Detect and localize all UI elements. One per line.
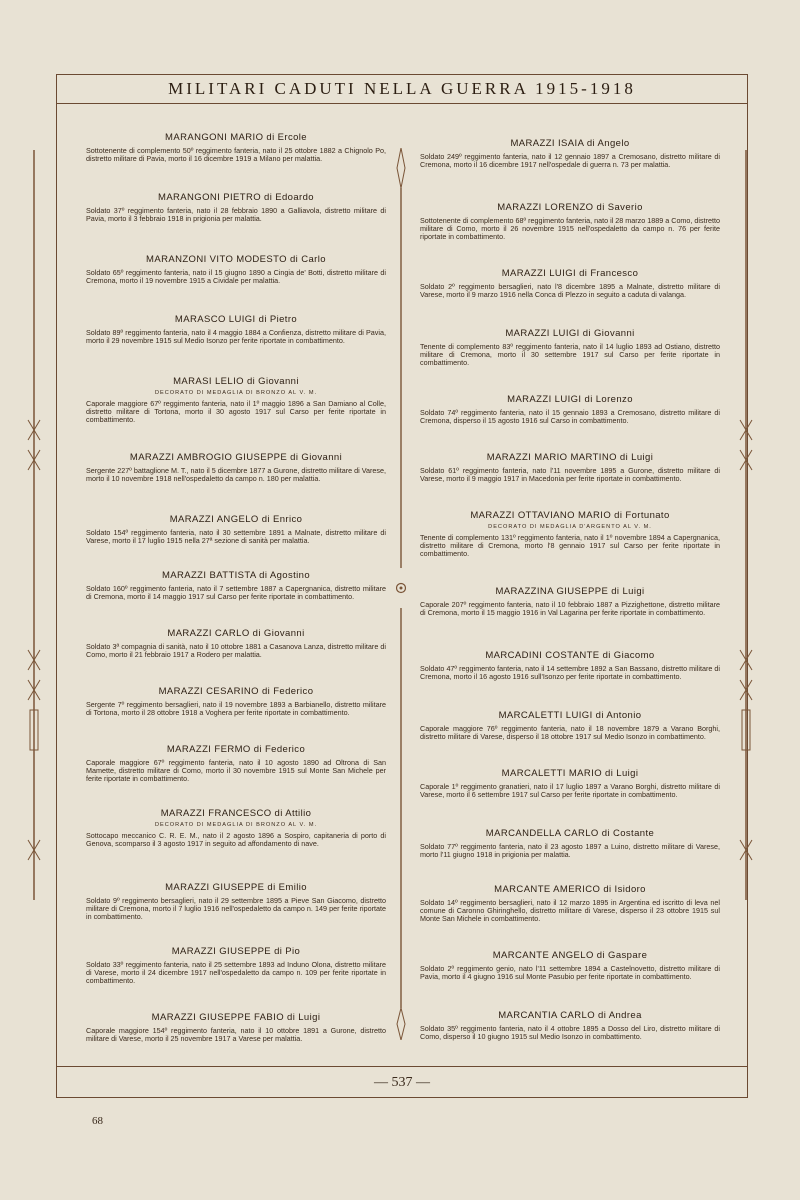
entry-text: Caporale maggiore 76º reggimento fanteria, nato il 18 novembre 1879 a Varano Borghi, distretto militare di Varese, disperso il 18 ottobre 1917 sul Medio Isonzo in combattimento. — [420, 724, 720, 742]
list-item — [420, 828, 720, 859]
list-item — [86, 452, 386, 483]
entry-text: Sergente 227º battaglione M. T., nato il 5 dicembre 1877 a Gurone, distretto militare di Varese, morto il 10 novembre 1918 nell'ospedaletto da campo n. 180 per malattia. — [86, 466, 386, 484]
list-item — [86, 946, 386, 986]
entry-name: MARANGONI MARIO di Ercole — [165, 132, 307, 143]
entry-text: Soldato 9º reggimento bersaglieri, nato il 29 settembre 1895 a Pieve San Giacomo, distretto militare di Cremona, morto il 7 luglio 1916 nell'ospedaletto da campo n. 149 per ferite riportate in combattimento. — [86, 896, 386, 922]
entry-name: MARAZZI GIUSEPPE FABIO di Luigi — [151, 1012, 321, 1023]
list-item — [420, 328, 720, 368]
list-item — [86, 514, 386, 545]
left-ornament-icon — [24, 150, 44, 900]
list-item — [86, 744, 386, 784]
entry-text: Sottotenente di complemento 68º reggimento fanteria, nato il 28 marzo 1889 a Como, distretto militare di Como, morto il 26 novembre 1915 nell'ospedaletto da campo n. 76 per ferite riportate in combattimento. — [420, 216, 720, 242]
corner-page-number: 68 — [92, 1115, 103, 1127]
entry-text: Soldato 74º reggimento fanteria, nato il 15 gennaio 1893 a Cremosano, distretto militare di Cremona, disperso il 15 agosto 1916 sul Carso in combattimento. — [420, 408, 720, 426]
list-item — [86, 882, 386, 922]
entry-name: MARAZZI BATTISTA di Agostino — [161, 570, 311, 581]
entry-name: MARCADINI COSTANTE di Giacomo — [485, 650, 655, 661]
entry-name: MARCANTE AMERICO di Isidoro — [494, 884, 646, 895]
decoration-note: DECORATO DI MEDAGLIA D'ARGENTO AL V. M. — [488, 524, 652, 530]
entry-name: MARASCO LUIGI di Pietro — [174, 314, 298, 325]
page-title: MILITARI CADUTI NELLA GUERRA 1915-1918 — [168, 79, 636, 98]
list-item — [86, 376, 386, 425]
list-item — [86, 314, 386, 345]
list-item — [420, 1010, 720, 1041]
entry-text: Soldato 160º reggimento fanteria, nato il 7 settembre 1887 a Capergnanica, distretto militare di Cremona, morto il 14 maggio 1917 sul Carso per ferite riportate in combattimento. — [86, 584, 386, 602]
entry-name: MARCALETTI MARIO di Luigi — [501, 768, 639, 779]
entry-text: Sottocapo meccanico C. R. E. M., nato il 2 agosto 1896 a Sospiro, capitaneria di porto di Genova, scomparso il 3 agosto 1917 in seguito ad affondamento di nave. — [86, 831, 386, 849]
entry-name: MARAZZI CESARINO di Federico — [158, 686, 314, 697]
entry-text: Soldato 14º reggimento bersaglieri, nato il 12 marzo 1895 in Argentina ed iscritto di leva nel comune di Caronno Ghiringhello, distretto militare di Varese, disperso il 23 ottobre 1915 sul Monte San Michele in combattimento. — [420, 898, 720, 924]
decoration-note: DECORATO DI MEDAGLIA DI BRONZO AL V. M. — [154, 390, 318, 396]
entry-text: Tenente di complemento 131º reggimento fanteria, nato il 1º novembre 1894 a Capergnanica, distretto militare di Cremona, morto l'8 gennaio 1917 sul Carso per ferite riportate in combattimento. — [420, 533, 720, 559]
entry-text: Soldato 89º reggimento fanteria, nato il 4 maggio 1884 a Confienza, distretto militare di Pavia, morto il 29 novembre 1915 sul Medio Isonzo per ferite riportate in combattimento. — [86, 328, 386, 346]
list-item — [86, 1012, 386, 1043]
entry-name: MARAZZI CARLO di Giovanni — [167, 628, 305, 639]
list-item — [420, 950, 720, 981]
list-item — [86, 192, 386, 223]
entry-text: Soldato 35º reggimento fanteria, nato il 4 ottobre 1895 a Dosso del Liro, distretto militare di Como, disperso il 10 giugno 1915 sul Medio Isonzo in combattimento. — [420, 1024, 720, 1042]
entry-text: Soldato 33º reggimento fanteria, nato il 25 settembre 1893 ad Induno Olona, distretto militare di Varese, morto il 24 dicembre 1917 nell'ospedaletto da campo n. 109 per ferite riportate in combattimento. — [86, 960, 386, 986]
entry-name: MARAZZI GIUSEPPE di Emilio — [165, 882, 307, 893]
entry-text: Caporale maggiore 67º reggimento fanteria, nato il 10 agosto 1890 ad Oltrona di San Mamette, distretto militare di Como, morto il 30 novembre 1915 sul Monte San Michele per ferite riportate in combattimento. — [86, 758, 386, 784]
entry-name: MARCANTIA CARLO di Andrea — [498, 1010, 642, 1021]
entry-text: Caporale 207º reggimento fanteria, nato il 10 febbraio 1887 a Pizzighettone, distretto militare di Cremona, morto il 15 maggio 1916 in Val Lagarina per ferite riportate in combattimento. — [420, 600, 720, 618]
entry-text: Soldato 154º reggimento fanteria, nato il 30 settembre 1891 a Malnate, distretto militare di Varese, morto il 17 luglio 1915 nella 27ª sezione di sanità per malattia. — [86, 528, 386, 546]
entry-text: Tenente di complemento 83º reggimento fanteria, nato il 14 luglio 1893 ad Ostiano, distretto militare di Cremona, morto il 30 settembre 1917 sul Carso per ferite riportate in combattimento. — [420, 342, 720, 368]
entry-text: Soldato 77º reggimento fanteria, nato il 23 agosto 1897 a Luino, distretto militare di Varese, morto l'11 giugno 1918 in prigionia per malattia. — [420, 842, 720, 860]
entry-name: MARAZZI ISAIA di Angelo — [510, 138, 630, 149]
list-item — [420, 586, 720, 617]
list-item — [420, 884, 720, 924]
entry-text: Caporale maggiore 67º reggimento fanteria, nato il 1º maggio 1896 a San Damiano al Colle, distretto militare di Tortona, morto il 30 agosto 1917 sul Carso per ferite riportate in combattimento. — [86, 399, 386, 425]
entry-text: Sottotenente di complemento 50º reggimento fanteria, nato il 25 ottobre 1882 a Chignolo Po, distretto militare di Pavia, morto il 16 dicembre 1919 a Milano per malattia. — [86, 146, 386, 164]
entry-name: MARCANDELLA CARLO di Costante — [485, 828, 655, 839]
entry-text: Caporale maggiore 154º reggimento fanteria, nato il 10 ottobre 1891 a Gurone, distretto militare di Varese, morto il 25 novembre 1917 a Varese per malattia. — [86, 1026, 386, 1044]
entry-name: MARAZZI OTTAVIANO MARIO di Fortunato — [470, 510, 670, 521]
list-item — [420, 650, 720, 681]
decoration-note: DECORATO DI MEDAGLIA DI BRONZO AL V. M. — [154, 822, 318, 828]
list-item — [420, 268, 720, 299]
column-separator-icon — [396, 148, 406, 1040]
list-item — [86, 570, 386, 601]
entry-name: MARCALETTI LUIGI di Antonio — [498, 710, 642, 721]
list-item — [420, 138, 720, 169]
list-item — [86, 628, 386, 659]
entry-text: Soldato 65º reggimento fanteria, nato il 15 giugno 1890 a Cingia de' Botti, distretto militare di Cremona, morto il 19 novembre 1915 a Cividale per malattia. — [86, 268, 386, 286]
entry-text: Soldato 3ª compagnia di sanità, nato il 10 ottobre 1881 a Casanova Lanza, distretto militare di Como, morto il 21 febbraio 1917 a Rodero per malattia. — [86, 642, 386, 660]
entry-name: MARAZZI LUIGI di Francesco — [501, 268, 639, 279]
list-item — [420, 202, 720, 242]
entry-name: MARAZZI LUIGI di Giovanni — [505, 328, 635, 339]
entry-name: MARAZZI LORENZO di Saverio — [497, 202, 643, 213]
entry-name: MARANZONI VITO MODESTO di Carlo — [146, 254, 326, 265]
entry-name: MARAZZI GIUSEPPE di Pio — [171, 946, 301, 957]
entry-name: MARAZZINA GIUSEPPE di Luigi — [495, 586, 645, 597]
entry-text: Sergente 7º reggimento bersaglieri, nato il 19 novembre 1893 a Barbianello, distretto militare di Tortona, morto il 28 ottobre 1918 a Voghera per ferite riportate in combattimento. — [86, 700, 386, 718]
entry-name: MARAZZI AMBROGIO GIUSEPPE di Giovanni — [129, 452, 343, 463]
entry-text: Caporale 1º reggimento granatieri, nato il 17 luglio 1897 a Varano Borghi, distretto militare di Varese, morto il 6 settembre 1917 sul Carso per ferite riportate in combattimento. — [420, 782, 720, 800]
right-ornament-icon — [736, 150, 756, 900]
list-item — [86, 808, 386, 848]
entry-text: Soldato 2º reggimento bersaglieri, nato l'8 dicembre 1895 a Malnate, distretto militare di Varese, morto il 9 marzo 1916 nella Conca di Plezzo in seguito a caduta di valanga. — [420, 282, 720, 300]
list-item — [86, 132, 386, 163]
entry-name: MARAZZI MARIO MARTINO di Luigi — [486, 452, 654, 463]
list-item — [420, 452, 720, 483]
entry-name: MARAZZI FERMO di Federico — [166, 744, 306, 755]
list-item — [420, 710, 720, 741]
entry-text: Soldato 61º reggimento fanteria, nato l'11 novembre 1895 a Gurone, distretto militare di Varese, morto il 9 maggio 1917 in Macedonia per ferite riportate in combattimento. — [420, 466, 720, 484]
footer-bar — [56, 1066, 748, 1098]
list-item — [86, 254, 386, 285]
entry-name: MARASI LELIO di Giovanni — [173, 376, 299, 387]
entry-name: MARAZZI FRANCESCO di Attilio — [160, 808, 312, 819]
entry-name: MARCANTE ANGELO di Gaspare — [492, 950, 648, 961]
list-item — [420, 394, 720, 425]
entry-text: Soldato 249º reggimento fanteria, nato il 12 gennaio 1897 a Cremosano, distretto militare di Cremona, morto il 16 dicembre 1917 nell'ospedale di guerra n. 73 per malattia. — [420, 152, 720, 170]
entry-name: MARAZZI LUIGI di Lorenzo — [507, 394, 633, 405]
entry-name: MARAZZI ANGELO di Enrico — [169, 514, 303, 525]
list-item — [86, 686, 386, 717]
entry-text: Soldato 47º reggimento fanteria, nato il 14 settembre 1892 a San Bassano, distretto militare di Cremona, morto il 16 agosto 1916 sull'Isonzo per ferite riportate in combattimento. — [420, 664, 720, 682]
entry-name: MARANGONI PIETRO di Edoardo — [158, 192, 314, 203]
list-item — [420, 768, 720, 799]
header-bar — [56, 74, 748, 104]
list-item — [420, 510, 720, 559]
page-number: — 537 — — [374, 1075, 430, 1090]
entry-text: Soldato 37º reggimento fanteria, nato il 28 febbraio 1890 a Galliavola, distretto militare di Pavia, morto il 3 febbraio 1918 in prigionia per malattia. — [86, 206, 386, 224]
entry-text: Soldato 2º reggimento genio, nato l'11 settembre 1894 a Castelnovetto, distretto militare di Pavia, morto il 4 giugno 1916 sul Monte Pasubio per ferite riportate in combattimento. — [420, 964, 720, 982]
